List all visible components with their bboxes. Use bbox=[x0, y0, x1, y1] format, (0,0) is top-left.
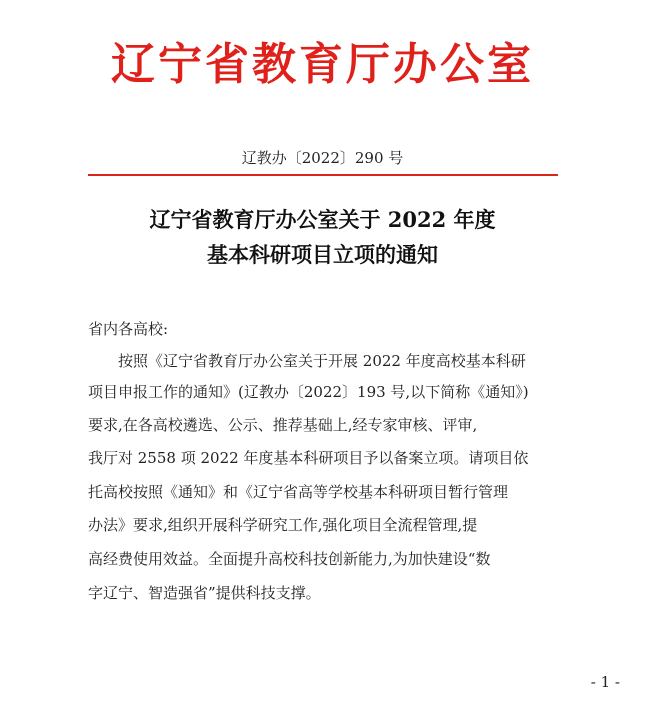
document-number: 辽教办〔2022〕290 号 bbox=[241, 149, 404, 167]
body-line: 高经费使用效益。全面提升高校科技创新能力,为加快建设“数 bbox=[88, 550, 491, 568]
body-line: 字辽宁、智造强省”提供科技支撑。 bbox=[88, 584, 321, 602]
page-number: - 1 - bbox=[590, 673, 620, 691]
body-line: 项目申报工作的通知》(辽教办〔2022〕193 号,以下简称《通知》) bbox=[88, 383, 529, 401]
body-line: 要求,在各高校遴选、公示、推荐基础上,经专家审核、评审, bbox=[88, 416, 478, 434]
document-title-line-1: 辽宁省教育厅办公室关于 2022 年度 bbox=[149, 207, 496, 232]
body-line: 我厅对 2558 项 2022 年度基本科研项目予以备案立项。请项目依 bbox=[88, 449, 529, 467]
body-line: 按照《辽宁省教育厅办公室关于开展 2022 年度高校基本科研 bbox=[118, 352, 526, 370]
salutation: 省内各高校: bbox=[88, 320, 169, 338]
issuer-header: 辽宁省教育厅办公室 bbox=[111, 39, 534, 90]
body-line: 托高校按照《通知》和《辽宁省高等学校基本科研项目暂行管理 bbox=[88, 483, 509, 501]
document-title-line-2: 基本科研项目立项的通知 bbox=[207, 242, 438, 267]
body-line: 办法》要求,组织开展科学研究工作,强化项目全流程管理,提 bbox=[88, 516, 478, 534]
red-divider-line bbox=[88, 174, 558, 176]
